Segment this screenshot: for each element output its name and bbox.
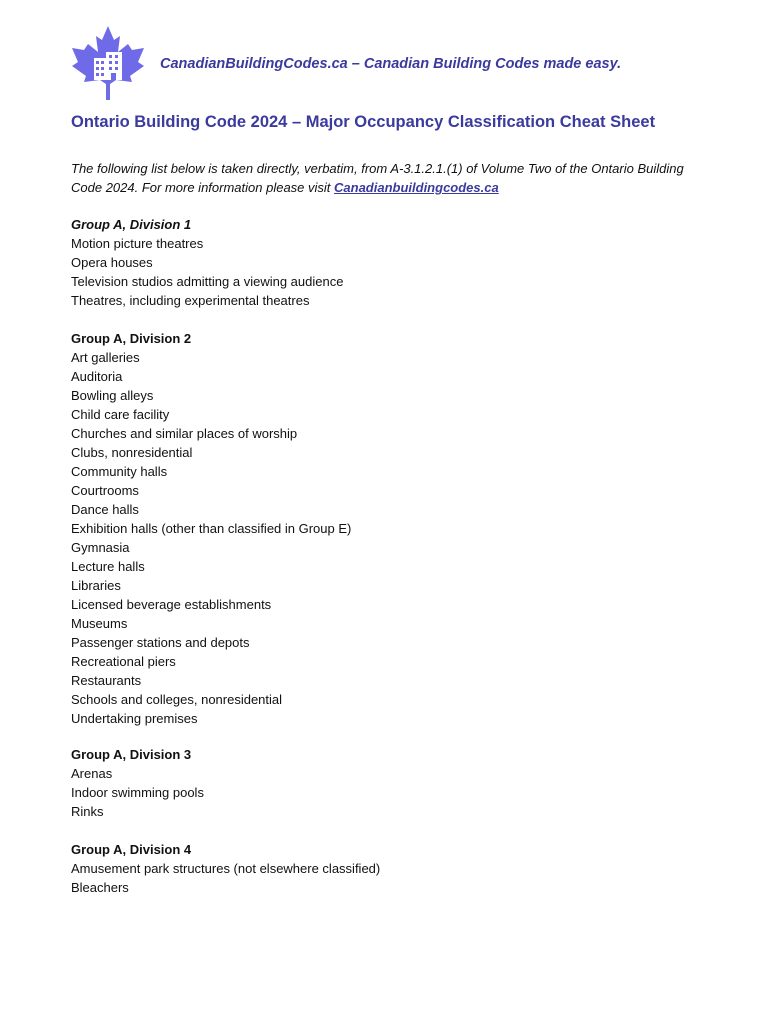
group-heading: Group A, Division 2 [71,331,192,346]
list-item: Bowling alleys [71,388,154,403]
list-item: Libraries [71,578,121,593]
group-heading: Group A, Division 3 [71,747,192,762]
list-item: Arenas [71,766,113,781]
group-a-division-1 [71,215,711,310]
maple-leaf-building-icon [70,24,146,102]
list-item: Child care facility [71,407,170,422]
list-item: Restaurants [71,673,142,688]
list-item: Indoor swimming pools [71,785,204,800]
list-item: Lecture halls [71,559,145,574]
occupancy-list [71,859,711,897]
list-item: Motion picture theatres [71,236,204,251]
header [70,24,710,104]
list-item: Amusement park structures (not elsewhere classified) [71,861,381,876]
list-item: Television studios admitting a viewing audience [71,274,344,289]
list-item: Recreational piers [71,654,176,669]
intro-text: The following list below is taken directly, verbatim, from A-3.1.2.1.(1) of Volume Two of the Ontario Building Code 2024. For more information please visit [71,161,684,195]
page-title: Ontario Building Code 2024 – Major Occupancy Classification Cheat Sheet [71,113,656,131]
group-a-division-3 [71,745,711,821]
list-item: Exhibition halls (other than classified in Group E) [71,521,352,536]
group-heading: Group A, Division 1 [71,217,192,232]
group-a-division-4 [71,840,711,897]
list-item: Bleachers [71,880,129,895]
list-item: Churches and similar places of worship [71,426,298,441]
list-item: Dance halls [71,502,139,517]
occupancy-list [71,234,711,310]
list-item: Rinks [71,804,104,819]
list-item: Gymnasia [71,540,130,555]
group-heading: Group A, Division 4 [71,842,192,857]
list-item: Licensed beverage establishments [71,597,272,612]
list-item: Museums [71,616,128,631]
list-item: Art galleries [71,350,140,365]
list-item: Auditoria [71,369,123,384]
list-item: Opera houses [71,255,153,270]
list-item: Theatres, including experimental theatres [71,293,310,308]
list-item: Courtrooms [71,483,139,498]
intro-paragraph [71,159,711,197]
list-item: Undertaking premises [71,711,198,726]
list-item: Community halls [71,464,168,479]
occupancy-list [71,348,711,728]
group-a-division-2 [71,329,711,728]
occupancy-list [71,764,711,821]
list-item: Schools and colleges, nonresidential [71,692,283,707]
website-link[interactable]: Canadianbuildingcodes.ca [334,180,499,195]
list-item: Clubs, nonresidential [71,445,193,460]
brand-tagline: CanadianBuildingCodes.ca – Canadian Building Codes made easy. [160,56,622,72]
list-item: Passenger stations and depots [71,635,250,650]
